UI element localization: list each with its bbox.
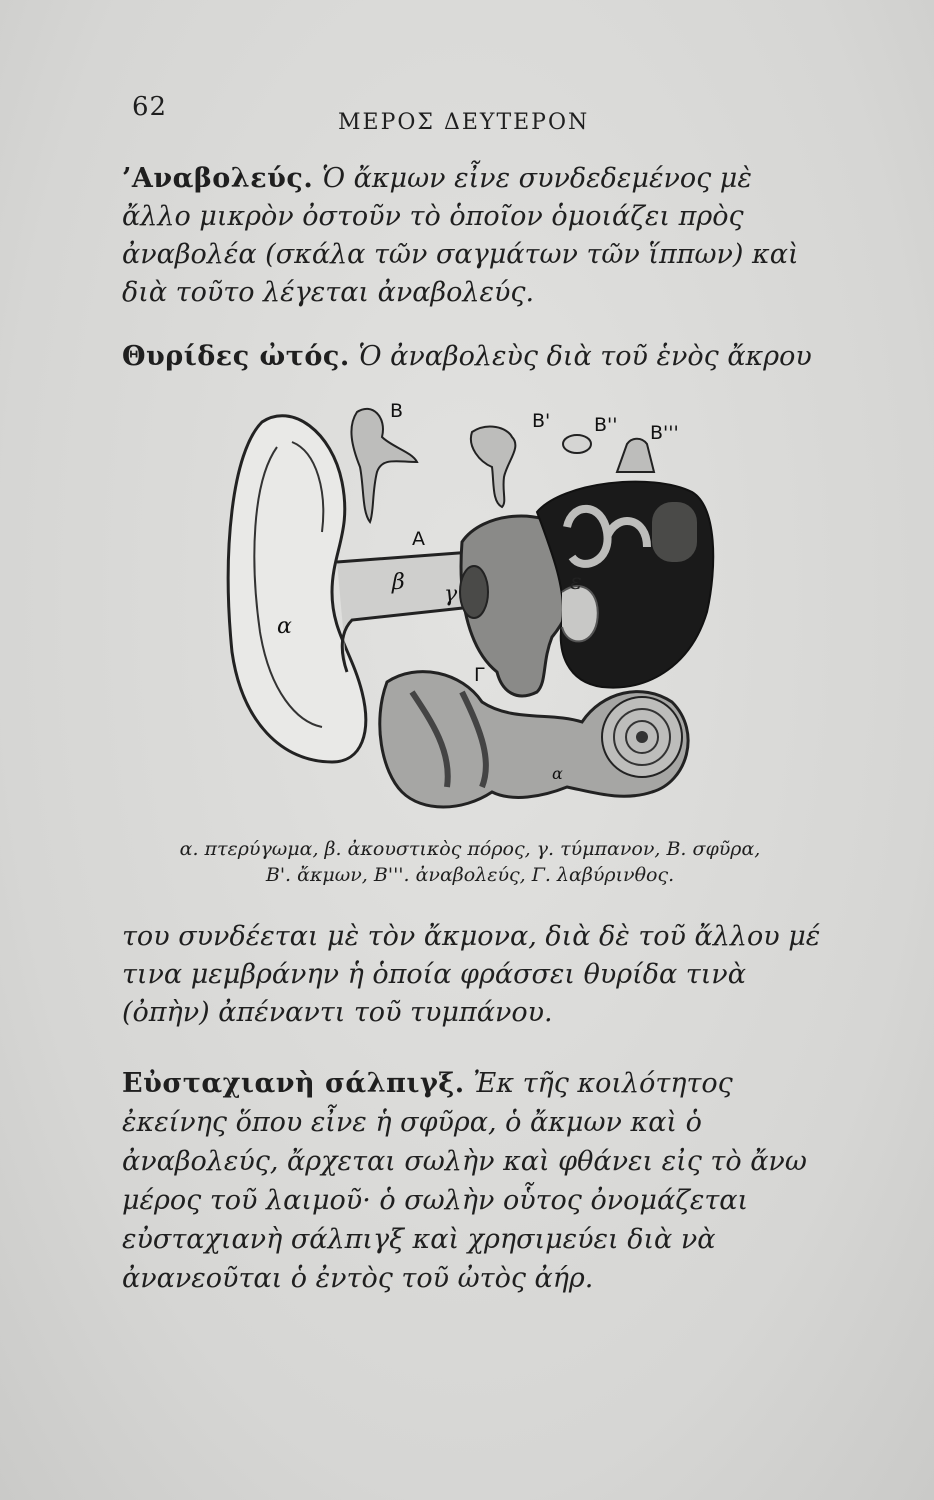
text-thyrides-cont: του συνδέεται μὲ τὸν ἄκμονα, διὰ δὲ τοῦ ἄλλου μέ τινα μεμβράνην ἡ ὁποία φράσσει θυρίδα τινὰ (ὀπὴν) ἀπέναντι τοῦ τυμπάνου. xyxy=(122,921,821,1028)
figure-caption xyxy=(150,836,790,888)
page-header xyxy=(0,92,934,135)
label-Gamma: Γ xyxy=(474,664,485,686)
paragraph-thyrides-cont xyxy=(122,918,822,1032)
heading-thyrides: Θυρίδες ὠτός. xyxy=(122,341,350,372)
label-alpha: α xyxy=(277,614,292,639)
text-thyrides-start: Ὁ ἀναβολεὺς διὰ τοῦ ἑνὸς ἄκρου xyxy=(358,341,812,372)
caption-line-2: Β'. ἄκμων, Β'''. ἀναβολεύς, Γ. λαβύρινθος. xyxy=(265,864,675,886)
running-head: ΜΕΡΟΣ ΔΕΥΤΕΡΟΝ xyxy=(338,110,590,135)
heading-eustachian: Εὐσταχιανὴ σάλπιγξ. xyxy=(122,1068,465,1099)
label-B2: B'' xyxy=(594,414,618,436)
ear-anatomy-figure xyxy=(222,392,722,832)
text-anavoleus: Ὁ ἄκμων εἶνε συνδεδεμένος μὲ ἄλλο μικρὸν ὀστοῦν τὸ ὁποῖον ὁμοιάζει πρὸς ἀναβολέα (σκάλα τῶν σαγμάτων τῶν ἵππων) καὶ διὰ τοῦτο λέγεται ἀναβολεύς. xyxy=(122,163,799,308)
caption-line-1: α. πτερύγωμα, β. ἀκουστικὸς πόρος, γ. τύμπανον, Β. σφῦρα, xyxy=(179,838,761,860)
label-B: B xyxy=(390,400,404,422)
paragraph-eustachian xyxy=(122,1064,822,1298)
text-eustachian: Ἐκ τῆς κοιλότητος ἐκείνης ὅπου εἶνε ἡ σφῦρα, ὁ ἄκμων καὶ ὁ ἀναβολεύς, ἄρχεται σωλὴν καὶ φθάνει εἰς τὸ ἄνω μέρος τοῦ λαιμοῦ· ὁ σωλὴν οὗτος ὀνομάζεται εὐσταχιανὴ σάλπιγξ καὶ χρησιμεύει διὰ νὰ ἀνανεοῦται ὁ ἐντὸς τοῦ ὠτὸς ἀήρ. xyxy=(122,1068,807,1294)
label-A: A xyxy=(412,528,425,550)
page-number: 62 xyxy=(132,92,168,122)
paragraph-thyrides xyxy=(122,338,822,376)
label-gamma: γ xyxy=(444,582,458,607)
stapes-shape xyxy=(617,439,654,472)
heading-anavoleus: ’Αναβολεύς. xyxy=(122,163,314,194)
label-epsilon: ε xyxy=(570,570,582,595)
label-beta: β xyxy=(392,570,405,595)
paragraph-anavoleus xyxy=(122,160,822,312)
lenticular-shape xyxy=(563,435,591,453)
label-alpha2: α xyxy=(552,764,563,783)
incus-shape xyxy=(471,427,515,507)
malleus-shape xyxy=(351,409,417,522)
label-B1: B' xyxy=(532,410,551,432)
label-B3: B''' xyxy=(650,422,679,444)
ear-illustration xyxy=(222,392,722,832)
